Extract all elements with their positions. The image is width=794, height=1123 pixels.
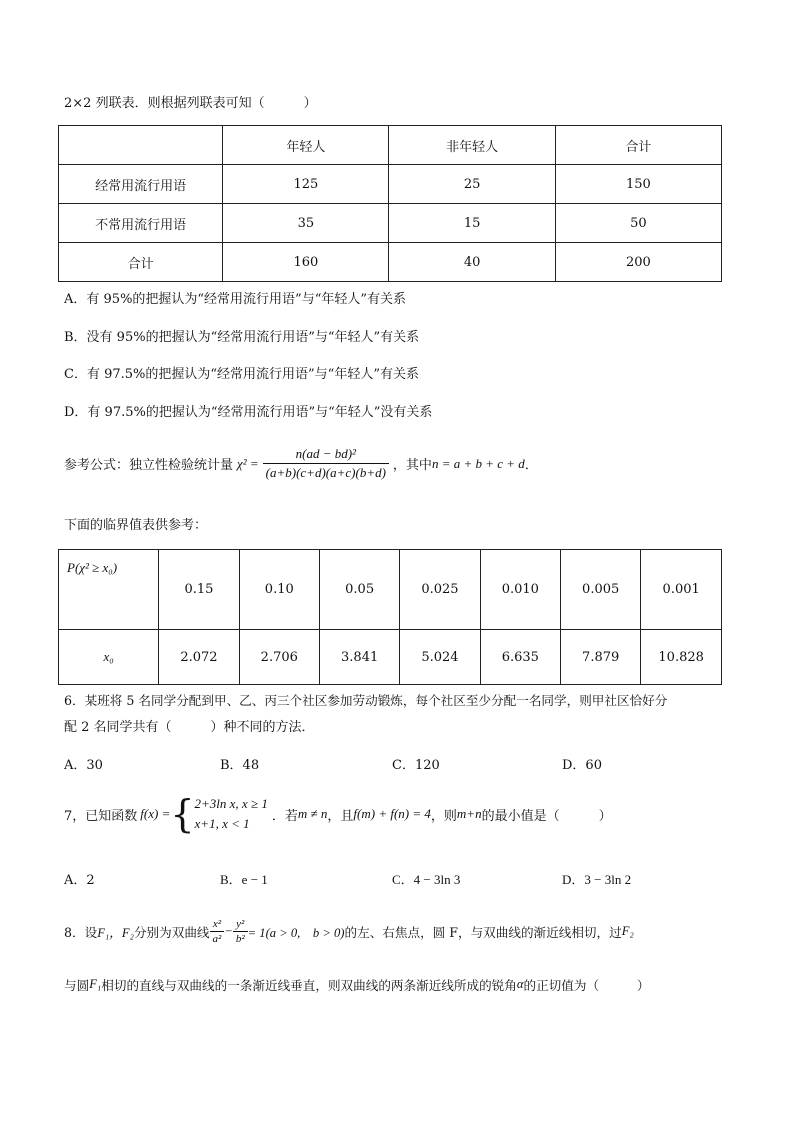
q8-eq-rest: = 1(a > 0, b > 0) bbox=[247, 926, 345, 940]
table-cell: 40 bbox=[389, 243, 555, 282]
table-cell: 合计 bbox=[59, 243, 223, 282]
table-cell: 经常用流行用语 bbox=[59, 165, 223, 204]
q7-cases bbox=[195, 794, 268, 834]
q7-end: 的最小值是（ ） bbox=[481, 808, 612, 824]
intro-text: 2×2 列联表．则根据列联表可知（ ） bbox=[64, 96, 317, 111]
q7-fx: f(x) = bbox=[140, 806, 171, 821]
question-8-line-1 bbox=[64, 918, 634, 945]
formula-prefix: 参考公式：独立性检验统计量 bbox=[64, 458, 234, 473]
q8-f1: F₁ bbox=[89, 977, 102, 991]
brace-symbol: { bbox=[170, 792, 195, 836]
table-cell: 2.706 bbox=[239, 630, 319, 685]
table-cell: 15 bbox=[389, 204, 555, 243]
table-row bbox=[59, 165, 722, 204]
q8-text-c: 的左、右焦点，圆 F，与双曲线的渐近线相切，过 bbox=[344, 925, 622, 940]
table-row bbox=[59, 243, 722, 282]
table-cell: 0.005 bbox=[560, 550, 640, 630]
q8-text-a: 8．设 bbox=[64, 925, 98, 940]
table-row bbox=[59, 550, 722, 630]
q8-minus: − bbox=[224, 924, 233, 938]
option-b: B．没有 95%的把握认为“经常用流行用语”与“年轻人”有关系 bbox=[64, 330, 420, 345]
option-c: C．有 97.5%的把握认为“经常用流行用语”与“年轻人”有关系 bbox=[64, 367, 419, 382]
table-header-row bbox=[59, 126, 722, 165]
question-6-line-1: 6．某班将 5 名同学分配到甲、乙、丙三个社区参加劳动锻炼，每个社区至少分配一名同学，则甲社区恰好分 bbox=[64, 693, 668, 708]
q7-mid-1: ．若 bbox=[271, 808, 298, 824]
q8-f2: F₂ bbox=[621, 924, 634, 938]
table-cell: 非年轻人 bbox=[389, 126, 555, 165]
q6-option-b: B．48 bbox=[220, 758, 260, 773]
formula-suffix-label: ，其中 bbox=[392, 458, 432, 473]
q6-option-c: C．120 bbox=[392, 758, 440, 773]
table-cell: 0.025 bbox=[400, 550, 480, 630]
formula-numerator: n(ad − bd)² bbox=[263, 446, 389, 464]
table-cell: 0.15 bbox=[159, 550, 239, 630]
q8-text-b: 分别为双曲线 bbox=[133, 925, 210, 940]
formula-fraction bbox=[263, 446, 389, 481]
option-a: A．有 95%的把握认为“经常用流行用语”与“年轻人”有关系 bbox=[64, 292, 406, 307]
table-cell: 2.072 bbox=[159, 630, 239, 685]
q8-frac2-den: b² bbox=[235, 933, 245, 945]
q8-text-e: 相切的直线与双曲线的一条渐近线垂直，则双曲线的两条渐近线所成的锐角 bbox=[101, 978, 517, 993]
table-cell: 50 bbox=[555, 204, 721, 243]
table-cell: 不常用流行用语 bbox=[59, 204, 223, 243]
q7-case-2: x+1, x < 1 bbox=[194, 816, 250, 831]
critical-value-label: x₀ bbox=[59, 630, 159, 685]
q7-condition: m ≠ n bbox=[297, 806, 328, 821]
q8-alpha: α bbox=[516, 977, 524, 991]
table-cell: 25 bbox=[389, 165, 555, 204]
question-8-line-2 bbox=[64, 975, 649, 994]
table-cell: 0.001 bbox=[641, 550, 722, 630]
table-row bbox=[59, 204, 722, 243]
q8-fraction-y bbox=[233, 918, 248, 945]
table-cell: 0.05 bbox=[319, 550, 399, 630]
table-cell: 160 bbox=[223, 243, 389, 282]
formula-denominator: (a+b)(c+d)(a+c)(b+d) bbox=[265, 465, 386, 480]
formula-end: ． bbox=[524, 458, 538, 473]
q7-target: m+n bbox=[456, 806, 482, 821]
q7-option-c: C．4 − 3ln 3 bbox=[392, 872, 461, 887]
critical-value-table bbox=[58, 549, 722, 685]
q7-mid-2: ，且 bbox=[327, 808, 354, 824]
table-cell: 5.024 bbox=[400, 630, 480, 685]
q8-frac1-num: x² bbox=[210, 918, 225, 932]
question-6-line-2: 配 2 名同学共有（ ）种不同的方法． bbox=[64, 720, 315, 735]
formula-lhs: χ² = bbox=[237, 455, 259, 471]
table-cell: 3.841 bbox=[319, 630, 399, 685]
q6-option-a: A．30 bbox=[64, 758, 103, 773]
q7-case-1: 2+3ln x, x ≥ 1 bbox=[194, 796, 268, 811]
table-cell: 合计 bbox=[555, 126, 721, 165]
table-cell: 35 bbox=[223, 204, 389, 243]
q8-frac1-den: a² bbox=[212, 933, 222, 945]
table-cell: 200 bbox=[555, 243, 721, 282]
q8-text-f: 的正切值为（ ） bbox=[523, 978, 650, 993]
table-cell: 0.10 bbox=[239, 550, 319, 630]
table-cell: 150 bbox=[555, 165, 721, 204]
q7-prefix: 7，已知函数 bbox=[64, 808, 138, 824]
table-cell: 7.879 bbox=[560, 630, 640, 685]
critical-table-caption: 下面的临界值表供参考： bbox=[64, 518, 208, 533]
q7-equation: f(m) + f(n) = 4 bbox=[353, 806, 431, 821]
option-d: D．有 97.5%的把握认为“经常用流行用语”与“年轻人”没有关系 bbox=[64, 405, 433, 420]
table-row bbox=[59, 630, 722, 685]
q8-frac2-num: y² bbox=[233, 918, 248, 932]
probability-label: P(χ² ≥ x₀) bbox=[59, 550, 159, 630]
table-cell: 125 bbox=[223, 165, 389, 204]
q7-option-d: D．3 − 3ln 2 bbox=[562, 872, 632, 887]
q8-text-d: 与圆 bbox=[64, 978, 90, 993]
q7-option-b: B．e − 1 bbox=[220, 872, 268, 887]
table-cell: 0.010 bbox=[480, 550, 560, 630]
table-cell: 6.635 bbox=[480, 630, 560, 685]
table-cell: 年轻人 bbox=[223, 126, 389, 165]
table-cell bbox=[59, 126, 223, 165]
q7-option-a: A．2 bbox=[64, 873, 95, 888]
reference-formula bbox=[64, 446, 538, 481]
question-7 bbox=[64, 794, 612, 834]
q8-fraction-x bbox=[210, 918, 225, 945]
table-cell: 10.828 bbox=[641, 630, 722, 685]
q7-mid-3: ，则 bbox=[430, 808, 457, 824]
q8-foci: F₁，F₂ bbox=[97, 926, 134, 940]
formula-suffix-expr: n = a + b + c + d bbox=[431, 455, 525, 471]
contingency-table bbox=[58, 125, 722, 282]
q6-option-d: D．60 bbox=[562, 758, 602, 773]
